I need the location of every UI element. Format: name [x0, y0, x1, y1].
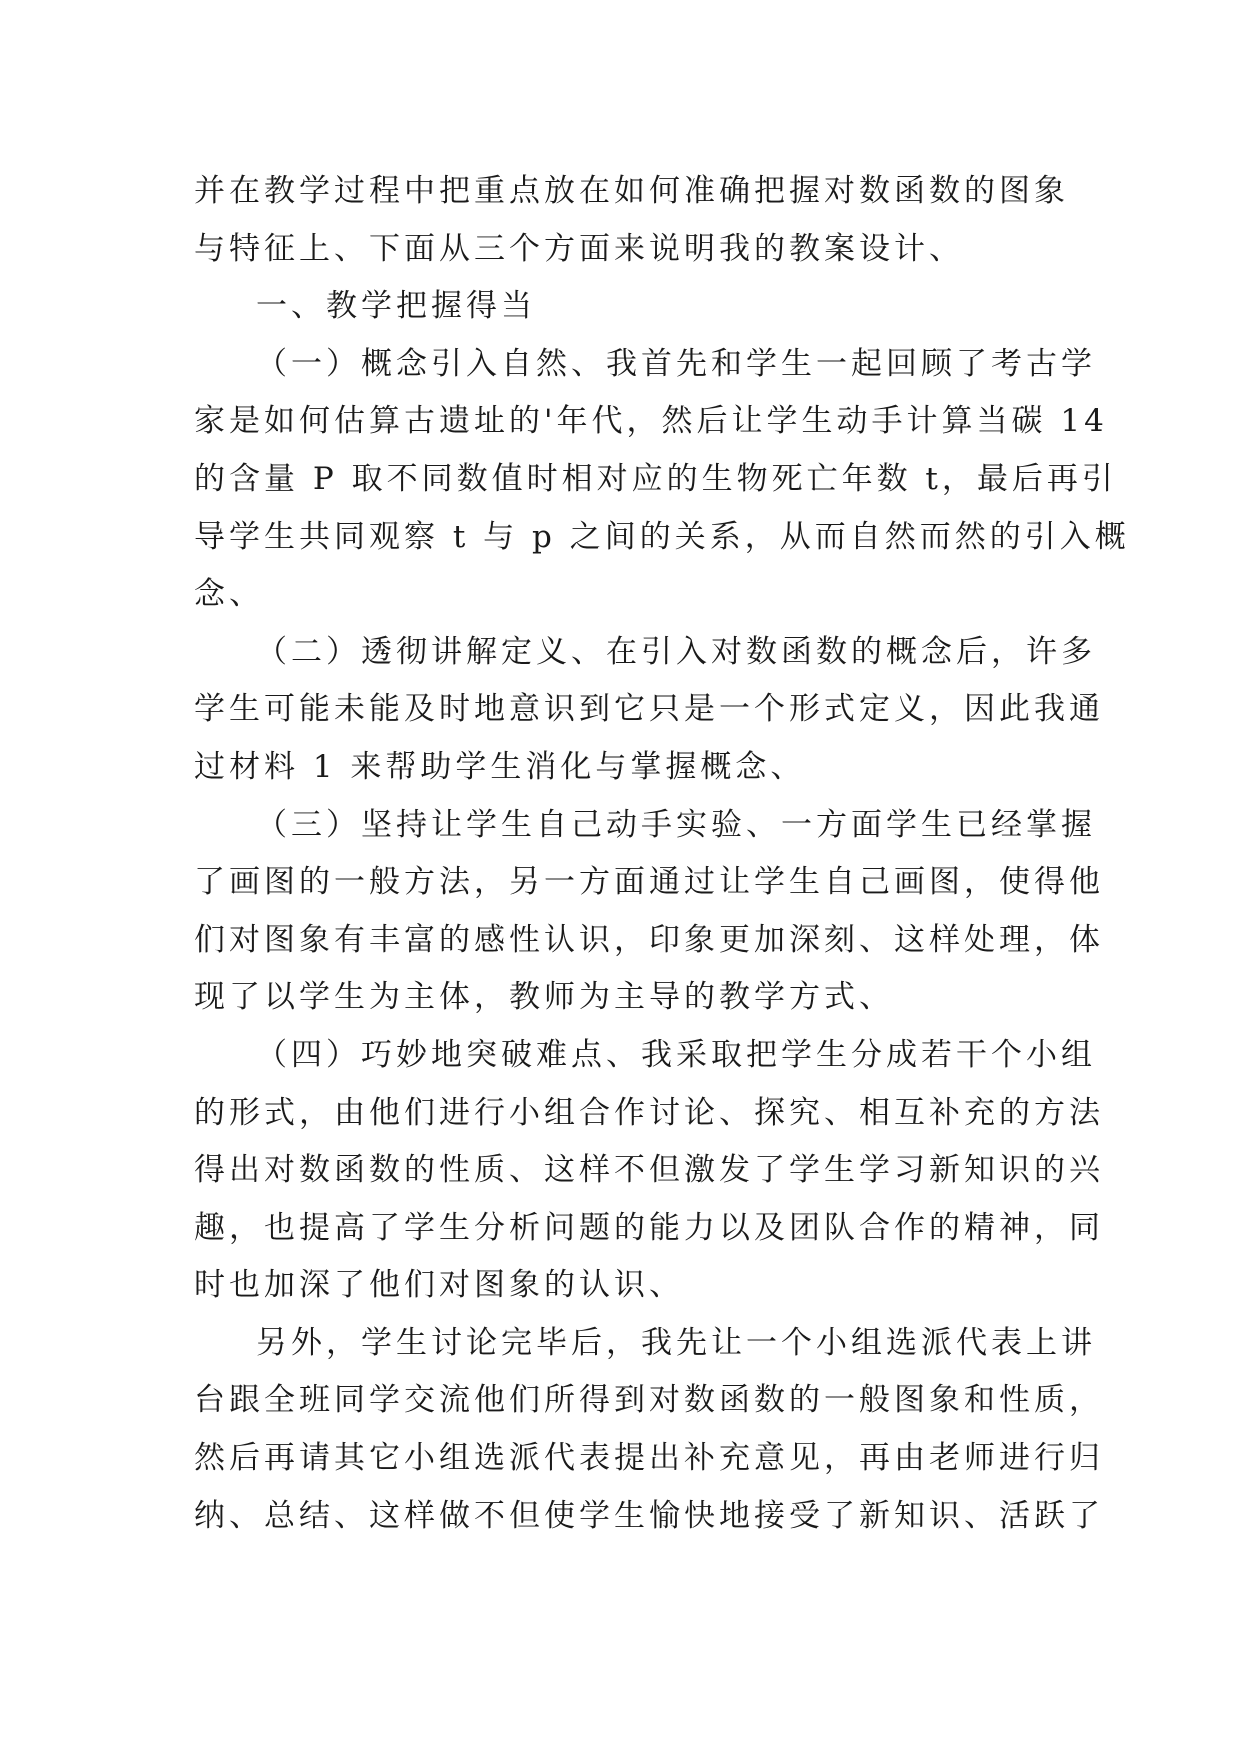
text-line: 时也加深了他们对图象的认识、: [194, 1267, 684, 1304]
text-line: 然后再请其它小组选派代表提出补充意见，再由老师进行归: [194, 1440, 1104, 1477]
text-line: 导学生共同观察 t 与 p 之间的关系，从而自然而然的引入概: [194, 518, 1130, 555]
text-line: 的形式，由他们进行小组合作讨论、探究、相互补充的方法: [194, 1094, 1104, 1131]
text-line: 现了以学生为主体，教师为主导的教学方式、: [194, 979, 894, 1016]
text-line: 得出对数函数的性质、这样不但激发了学生学习新知识的兴: [194, 1152, 1104, 1189]
text-line: 了画图的一般方法，另一方面通过让学生自己画图，使得他: [194, 864, 1104, 901]
paragraph: [194, 163, 1069, 278]
document-body: [194, 163, 1130, 1545]
paragraph: [194, 797, 1104, 1027]
text-line: （四）巧妙地突破难点、我采取把学生分成若干个小组: [256, 1036, 1096, 1073]
text-line: 家是如何估算古遗址的'年代，然后让学生动手计算当碳 14: [194, 403, 1108, 440]
paragraph: [194, 278, 1064, 336]
text-line: 过材料 1 来帮助学生消化与掌握概念、: [194, 748, 806, 785]
text-line: 并在教学过程中把重点放在如何准确把握对数函数的图象: [194, 173, 1069, 209]
text-line: （二）透彻讲解定义、在引入对数函数的概念后，许多: [256, 633, 1096, 670]
text-line: 与特征上、下面从三个方面来说明我的教案设计、: [194, 230, 964, 267]
paragraph: [194, 1027, 1104, 1315]
text-line: 一、教学把握得当: [256, 288, 536, 325]
paragraph: [194, 1315, 1104, 1545]
text-line: 们对图象有丰富的感性认识，印象更加深刻、这样处理，体: [194, 921, 1104, 958]
text-line: 趣，也提高了学生分析问题的能力以及团队合作的精神，同: [194, 1209, 1104, 1246]
text-line: 学生可能未能及时地意识到它只是一个形式定义，因此我通: [194, 691, 1104, 728]
paragraph: [194, 336, 1130, 624]
paragraph: [194, 624, 1104, 797]
text-line: 台跟全班同学交流他们所得到对数函数的一般图象和性质，: [194, 1382, 1104, 1419]
text-line: 念、: [194, 576, 264, 613]
text-line: （三）坚持让学生自己动手实验、一方面学生已经掌握: [256, 806, 1096, 843]
text-line: 另外，学生讨论完毕后，我先让一个小组选派代表上讲: [256, 1324, 1096, 1361]
text-line: 的含量 P 取不同数值时相对应的生物死亡年数 t，最后再引: [194, 460, 1117, 497]
text-line: （一）概念引入自然、我首先和学生一起回顾了考古学: [256, 345, 1096, 382]
text-line: 纳、总结、这样做不但使学生愉快地接受了新知识、活跃了: [194, 1497, 1104, 1534]
